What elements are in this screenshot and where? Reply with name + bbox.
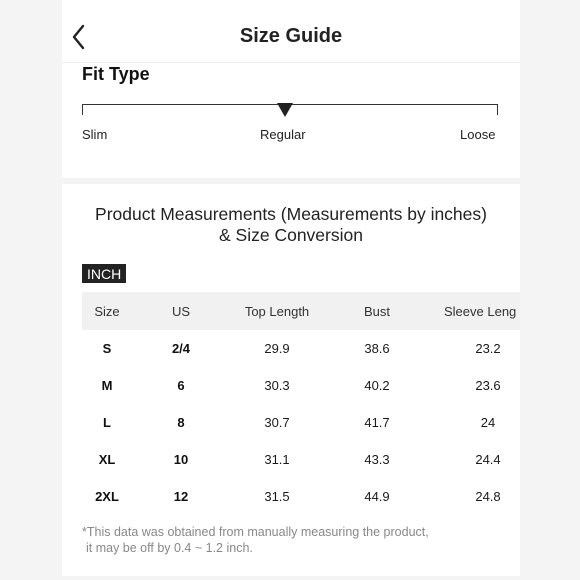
cell-us: 6 [177, 378, 185, 393]
cell-size: M [101, 378, 113, 393]
cell-sleeve-length: 24.4 [475, 452, 501, 467]
cell-sleeve-length: 23.2 [475, 341, 501, 356]
fit-type-scale [82, 98, 500, 118]
cell-top-length: 31.1 [264, 452, 290, 467]
page-title: Size Guide [239, 25, 343, 47]
cell-us: 2/4 [171, 341, 191, 356]
cell-us: 8 [177, 415, 185, 430]
fit-marker-triangle-icon [277, 103, 293, 117]
fit-label-slim: Slim [82, 127, 108, 142]
cell-bust: 40.2 [364, 378, 390, 393]
cell-bust: 43.3 [364, 452, 390, 467]
header-size: Size [94, 303, 120, 319]
table-row [82, 367, 520, 404]
cell-top-length: 31.5 [264, 489, 290, 504]
unit-toggle-inch[interactable]: INCH [82, 264, 126, 283]
header-bar [62, 0, 520, 63]
measurements-panel [62, 184, 520, 576]
cell-us: 12 [173, 489, 189, 504]
cell-bust: 41.7 [364, 415, 390, 430]
table-row [82, 478, 520, 515]
size-guide-top-panel [62, 0, 520, 178]
table-header-row [82, 292, 520, 330]
cell-sleeve-length: 24 [480, 415, 496, 430]
cell-top-length: 29.9 [264, 341, 290, 356]
table-row [82, 441, 520, 478]
cell-size: S [102, 341, 112, 356]
measurements-title: Product Measurements (Measurements by inches) & Size Conversion [95, 204, 487, 245]
cell-sleeve-length: 24.8 [475, 489, 501, 504]
cell-us: 10 [173, 452, 189, 467]
footnote-line-2: it may be off by 0.4 ~ 1.2 inch. [86, 541, 253, 555]
header-us: US [171, 303, 191, 319]
cell-sleeve-length: 23.6 [475, 378, 501, 393]
size-table[interactable] [82, 292, 520, 515]
fit-label-regular: Regular [260, 127, 306, 142]
table-row [82, 404, 520, 441]
cell-size: L [103, 415, 111, 430]
fit-label-loose: Loose [460, 127, 496, 142]
header-sleeve-length: Sleeve Leng [444, 303, 517, 319]
fit-type-heading: Fit Type [82, 64, 150, 84]
cell-bust: 44.9 [364, 489, 390, 504]
cell-size: XL [98, 452, 116, 467]
header-top-length: Top Length [244, 303, 310, 319]
cell-top-length: 30.3 [264, 378, 290, 393]
cell-size: 2XL [95, 489, 119, 504]
cell-bust: 38.6 [364, 341, 390, 356]
fit-scale-tick-left [82, 104, 83, 115]
measurement-footnote [82, 524, 502, 556]
fit-scale-tick-right [497, 104, 498, 115]
table-row [82, 330, 520, 367]
cell-top-length: 30.7 [264, 415, 290, 430]
header-bust: Bust [363, 303, 390, 319]
footnote-line-1: *This data was obtained from manually measuring the product, [82, 525, 429, 539]
